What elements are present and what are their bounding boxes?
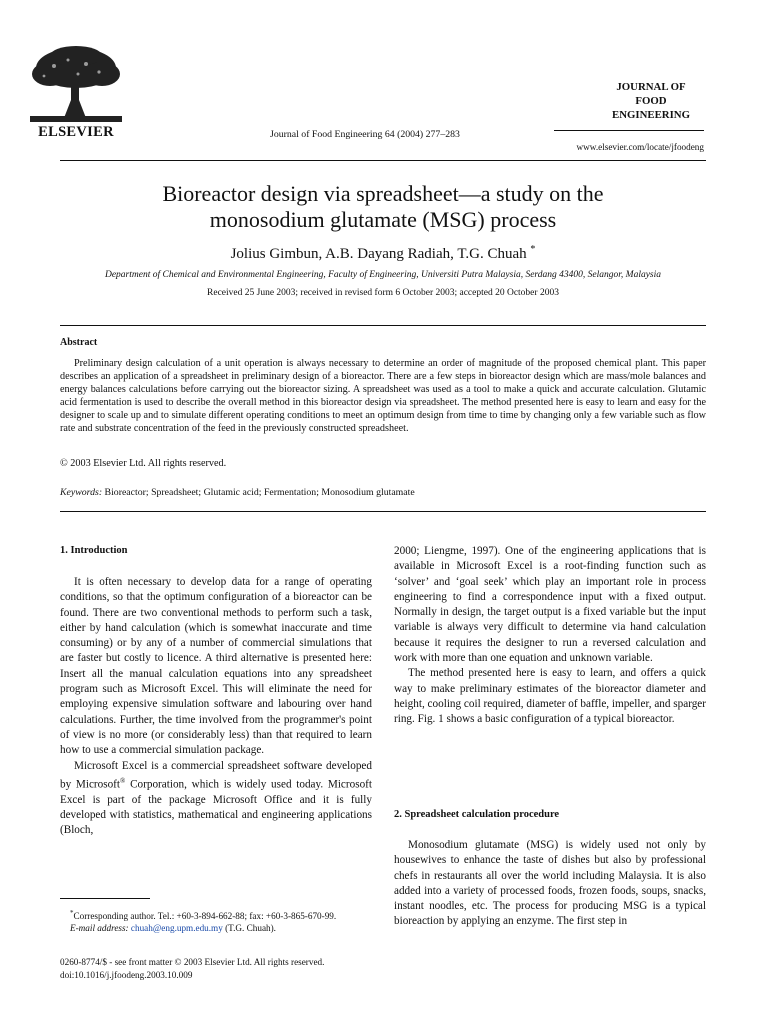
header-rule xyxy=(60,160,706,161)
abstract-top-rule xyxy=(60,325,706,326)
paragraph-text: Corporation, which is widely used today. Microsoft Excel is part of the package Microsoft Office and it is fully developed with statistics, mathematical and engineering applications (Bloch, xyxy=(60,778,373,837)
left-column-body xyxy=(60,575,372,839)
email-suffix: (T.G. Chuah). xyxy=(225,923,276,934)
authors-text: Jolius Gimbun, A.B. Dayang Radiah, T.G. Chuah xyxy=(230,246,527,262)
received-dates: Received 25 June 2003; received in revised form 6 October 2003; accepted 20 October 2003 xyxy=(207,288,559,298)
footnote-rule xyxy=(60,898,150,899)
paragraph-text: Microsoft Excel is a commercial spreadsheet software developed by Microsoft xyxy=(60,759,372,791)
paragraph: The method presented here is easy to learn, and offers a quick way to make preliminary estimates of the bioreactor diameter and height, cooling coil required, diameter of baffle, impeller, and sparger ring. Fig. 1 shows a basic configuration of a typical bioreactor. xyxy=(394,667,706,726)
title-line: Bioreactor design via spreadsheet—a study on the xyxy=(162,181,604,206)
journal-url[interactable]: www.elsevier.com/locate/jfoodeng xyxy=(576,142,704,152)
paragraph: 2000; Liengme, 1997). One of the engineering applications that is available in Microsoft Excel is a root-finding function such as ‘solver’ and ‘goal seek’ which play an important role in process engineering to find a correspondence input with a fixed output. Normally in design, the target output is a fixed variable but the input variable is always very difficult to determine via hand calculation because it requires the designer to run a reversed calculation and work with more than one equation and unknown variable. xyxy=(394,545,706,665)
registered-mark: ® xyxy=(120,776,126,785)
footnote-email-line xyxy=(60,922,372,934)
abstract-bottom-rule xyxy=(60,511,706,512)
section-heading-introduction: 1. Introduction xyxy=(60,545,128,556)
email-link[interactable]: chuah@eng.upm.edu.my xyxy=(130,923,223,934)
journal-title xyxy=(596,80,706,122)
right-column-body-top xyxy=(394,544,706,728)
header-divider xyxy=(554,130,704,131)
issn-line: 0260-8774/$ - see front matter © 2003 Elsevier Ltd. All rights reserved. xyxy=(60,957,325,967)
keywords-list: Bioreactor; Spreadsheet; Glutamic acid; Fermentation; Monosodium glutamate xyxy=(104,487,415,498)
paragraph: It is often necessary to develop data for a range of operating conditions, so that the optimum configuration of a bioreactor can be found. There are two conventional methods to perform such a task, either by hand calculation (which is somewhat inaccurate and time consuming) or by any of a number of commercial simulations that are faster but costly to licence. A third alternative is presented here: Insert all the manual calculation equations into any spreadsheet program such as Microsoft Excel. This will eliminate the need for employing expensive simulation software and labouring over hand calculations. Further, the time involved from the programmer's point of view is no more (or considerably less) than that required to learn how to use a commercial simulation package. xyxy=(60,576,372,757)
front-matter-info xyxy=(60,956,324,982)
corresponding-author-mark[interactable]: * xyxy=(530,244,536,255)
journal-title-line: ENGINEERING xyxy=(612,109,690,121)
paragraph xyxy=(60,759,372,839)
footnote-text: Corresponding author. Tel.: +60-3-894-662-88; fax: +60-3-865-670-99. xyxy=(73,911,337,922)
right-column-body-bottom xyxy=(394,838,706,930)
abstract-heading: Abstract xyxy=(60,337,98,348)
abstract-text: Preliminary design calculation of a unit operation is always necessary to determine an order of magnitude of the proposed chemical plant. This paper describes an application of a spreadsheet in preliminary design of a bioreactor. There are a few steps in bioreactor design which are mass/mole balances and energy balances calculations before carrying out the bioreactor sizing. A spreadsheet was used as a tool to make a quick and accurate calculation. Glutamic acid fermentation is used to describe the overall method in this bioreactor design via spreadsheet. The method presented here is easy to learn and easy for the designer to scale up and to simulate different operating conditions to meet an optimum design from time to time by changing only a few variable such as flow rate and substrate concentration of the feed in the previously constructed spreadsheet. xyxy=(60,358,706,435)
footnote xyxy=(60,907,372,934)
article-title xyxy=(60,181,706,233)
publisher-name: ELSEVIER xyxy=(38,124,114,140)
keywords xyxy=(60,487,415,498)
journal-title-line: FOOD xyxy=(635,95,667,107)
abstract-copyright: © 2003 Elsevier Ltd. All rights reserved. xyxy=(60,458,227,469)
section-heading-procedure: 2. Spreadsheet calculation procedure xyxy=(394,809,560,820)
footnote-line xyxy=(60,907,372,922)
footnote-mark: * xyxy=(70,909,74,917)
keywords-label: Keywords: xyxy=(60,487,103,498)
journal-citation: Journal of Food Engineering 64 (2004) 277–283 xyxy=(270,129,460,140)
doi-line[interactable]: doi:10.1016/j.jfoodeng.2003.10.009 xyxy=(60,970,193,980)
journal-title-line: JOURNAL OF xyxy=(616,81,686,93)
email-label: E-mail address: xyxy=(70,923,129,934)
paragraph: Monosodium glutamate (MSG) is widely used not only by housewives to enhance the taste of dishes but also by professional chefs in restaurants all over the world including Malaysia. It is also added into a variety of processed foods, frozen foods, soups, snacks, instant noodles, etc. The process for producing MSG is a typical bioreaction by applying an enzyme. The first step in xyxy=(394,839,706,928)
affiliation: Department of Chemical and Environmental Engineering, Faculty of Engineering, Universiti Putra Malaysia, Serdang 43400, Selangor, Malaysia xyxy=(104,270,662,280)
title-line: monosodium glutamate (MSG) process xyxy=(209,207,557,232)
author-list xyxy=(60,244,706,263)
